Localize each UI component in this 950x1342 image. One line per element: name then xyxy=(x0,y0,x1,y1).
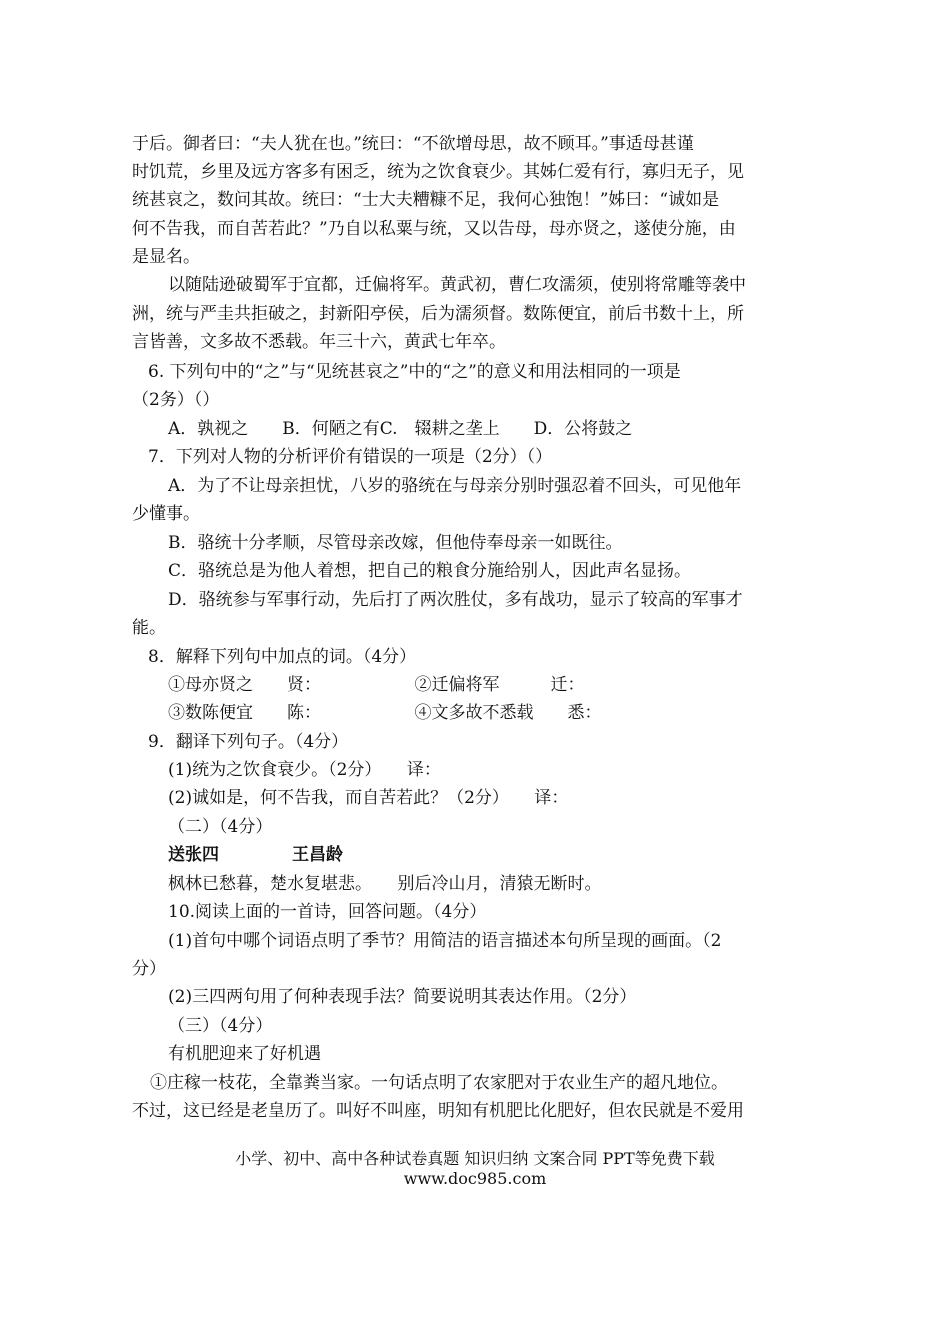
question-7-option-b: B．骆统十分孝顺，尽管母亲改嫁，但他侍奉母亲一如既往。 xyxy=(168,533,623,553)
passage-line: 于后。御者曰：“夫人犹在也。”统曰：“不欲增母思，故不顾耳。”事适母甚谨 xyxy=(132,134,694,154)
article-title: 有机肥迎来了好机遇 xyxy=(168,1044,321,1064)
article-paragraph: ①庄稼一枝花，全靠粪当家。一句话点明了农家肥对于农业生产的超凡地位。 xyxy=(150,1073,728,1093)
question-10-stem: 10.阅读上面的一首诗，回答问题。（4分） xyxy=(168,902,487,922)
poem-text: 枫林已愁暮，楚水复堪悲。 别后冷山月，清猿无断时。 xyxy=(168,874,602,894)
section-2-heading: （二）（4分） xyxy=(168,817,273,837)
question-6-stem-cont: （2务）（） xyxy=(132,390,220,410)
question-7-option-d: D．骆统参与军事行动，先后打了两次胜仗，多有战功，显示了较高的军事才 xyxy=(168,590,743,610)
passage-line: 洲，统与严圭共拒破之，封新阳亭侯，后为濡须督。数陈便宜，前后书数十上，所 xyxy=(132,304,744,324)
question-6-stem: 6. 下列句中的“之”与“见统甚哀之”中的“之”的意义和用法相同的一项是 xyxy=(148,362,681,382)
question-8-row-2: ③数陈便宜 陈： ④文多故不悉载 悉： xyxy=(168,703,602,723)
question-9-stem: 9．翻译下列句子。（4分） xyxy=(148,732,349,752)
footer-url[interactable]: www.doc985.com xyxy=(403,1169,547,1188)
poem-title: 送张四 xyxy=(168,845,219,865)
question-10-part-1: (1)首句中哪个词语点明了季节？用简洁的语言描述本句所呈现的画面。（2 xyxy=(168,931,722,951)
passage-line: 言皆善，文多故不悉载。年三十六，黄武七年卒。 xyxy=(132,332,506,352)
question-9-sentence-1: (1)统为之饮食衰少。（2分） 译： xyxy=(168,760,441,780)
question-10-part-1-cont: 分） xyxy=(132,959,166,979)
question-8-row-1: ①母亦贤之 贤： ②迁偏将军 迁： xyxy=(168,675,585,695)
question-9-sentence-2: (2)诚如是，何不告我，而自苦若此？（2分） 译： xyxy=(168,788,569,808)
passage-line: 何不告我，而自苦若此？”乃自以私粟与统，又以告母，母亦贤之，遂使分施，由 xyxy=(132,219,736,239)
question-7-option-d-cont: 能。 xyxy=(132,618,166,638)
passage-line: 时饥荒，乡里及远方客多有困乏，统为之饮食衰少。其姊仁爱有行，寡归无子，见 xyxy=(132,162,744,182)
footer-promo: 小学、初中、高中各种试卷真题 知识归纳 文案合同 PPT等免费下载 xyxy=(235,1149,715,1168)
passage-line: 是显名。 xyxy=(132,247,200,267)
question-7-stem: 7．下列对人物的分析评价有错误的一项是（2分）（） xyxy=(148,447,553,467)
section-3-heading: （三）（4分） xyxy=(168,1016,273,1036)
poem-author: 王昌龄 xyxy=(292,845,343,865)
question-7-option-a-cont: 少懂事。 xyxy=(132,504,200,524)
question-10-part-2: (2)三四两句用了何种表现手法？简要说明其表达作用。（2分） xyxy=(168,987,637,1007)
question-6-options: A．孰视之 B．何陋之有C. 辍耕之垄上 D．公将鼓之 xyxy=(168,419,633,439)
passage-line: 以随陆逊破蜀军于宜都，迁偏将军。黄武初，曹仁攻濡须，使别将常雕等袭中 xyxy=(168,275,746,295)
passage-line: 统甚哀之，数问其故。统曰：“士大夫糟糠不足，我何心独饱！”姊曰：“诚如是 xyxy=(132,190,720,210)
article-paragraph-cont: 不过，这已经是老皇历了。叫好不叫座，明知有机肥比化肥好，但农民就是不爱用 xyxy=(132,1101,744,1121)
question-7-option-a: A．为了不让母亲担忧，八岁的骆统在与母亲分别时强忍着不回头，可见他年 xyxy=(168,476,742,496)
question-7-option-c: C．骆统总是为他人着想，把自己的粮食分施给别人，因此声名显扬。 xyxy=(168,561,692,581)
question-8-stem: 8．解释下列句中加点的词。（4分） xyxy=(148,647,417,667)
